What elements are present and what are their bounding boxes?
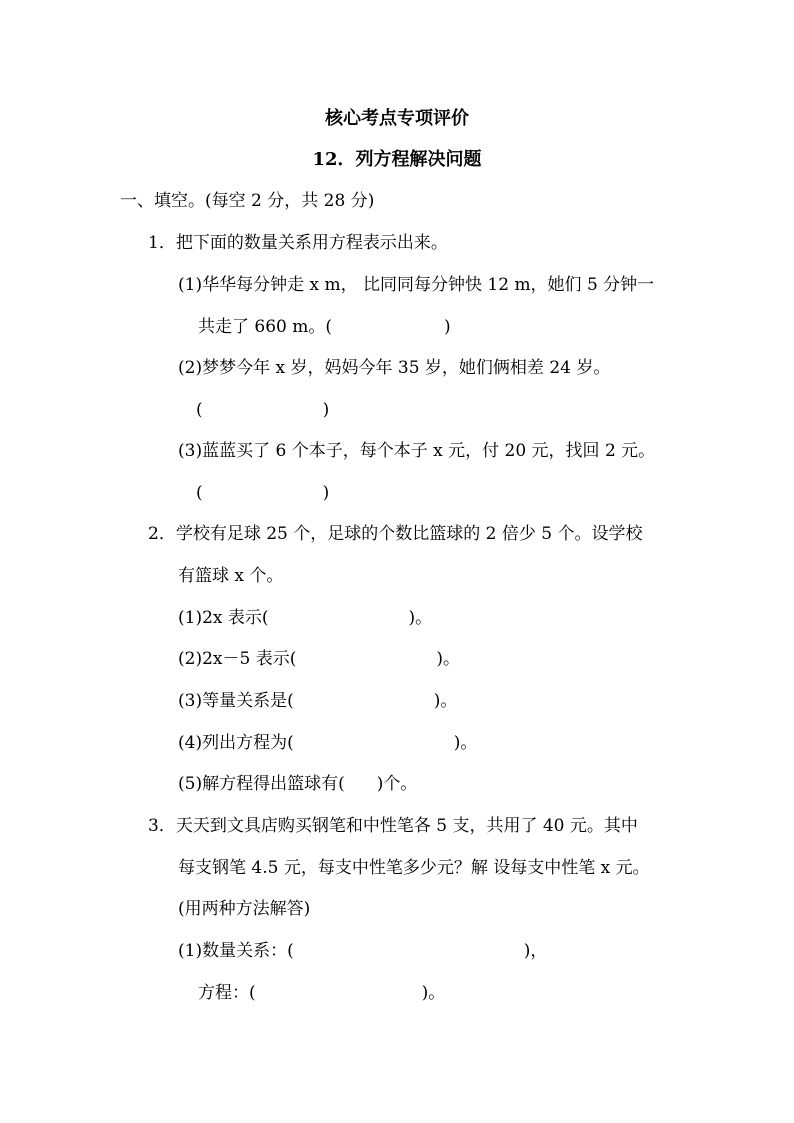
close-paren-comma: )， xyxy=(523,941,548,961)
q1-part3-line1: (3)蓝蓝买了 6 个本子，每个本子 x 元，付 20 元，找回 2 元。 xyxy=(178,441,656,461)
close-paren-period: )。 xyxy=(408,608,433,628)
close-paren: ) xyxy=(444,317,451,337)
page-subtitle: 12．列方程解决问题 xyxy=(312,149,482,170)
q3-part1-text: (1)数量关系：( xyxy=(178,941,294,961)
q2-stem-line1: 2．学校有足球 25 个，足球的个数比篮球的 2 倍少 5 个。设学校 xyxy=(148,524,643,544)
q2-part1-text: (1)2x 表示( xyxy=(178,608,269,628)
q3-stem-line1: 3．天天到文具店购买钢笔和中性笔各 5 支，共用了 40 元。其中 xyxy=(148,816,638,836)
q1-part1-line2 xyxy=(198,317,451,337)
q2-part2 xyxy=(178,649,460,669)
q2-stem-line2: 有篮球 x 个。 xyxy=(178,566,284,586)
q3-stem-line2: 每支钢笔 4.5 元，每支中性笔多少元？解 设每支中性笔 x 元。 xyxy=(178,858,650,878)
q3-stem-line3: (用两种方法解答) xyxy=(178,899,311,919)
close-paren-period: )。 xyxy=(436,649,460,669)
page-title: 核心考点专项评价 xyxy=(325,108,469,129)
q2-part2-text: (2)2x－5 表示( xyxy=(178,649,297,669)
close-paren-period: )。 xyxy=(453,733,478,753)
q1-part1-text: 共走了 660 m。( xyxy=(198,317,333,337)
q2-part3 xyxy=(178,691,457,711)
close-paren-period: )。 xyxy=(433,691,458,711)
q2-part1 xyxy=(178,608,432,628)
q1-stem: 1．把下面的数量关系用方程表示出来。 xyxy=(148,233,448,253)
q1-part2-line1: (2)梦梦今年 x 岁，妈妈今年 35 岁，她们俩相差 24 岁。 xyxy=(178,358,611,378)
q2-part5-text: (5)解方程得出篮球有( xyxy=(178,774,345,794)
q2-part4 xyxy=(178,733,477,753)
open-paren: ( xyxy=(196,483,203,503)
q2-part3-text: (3)等量关系是( xyxy=(178,691,294,711)
q1-part2-answer xyxy=(196,400,329,420)
q1-part3-answer xyxy=(196,483,329,503)
q3-equation-text: 方程：( xyxy=(198,983,256,1003)
q2-part5 xyxy=(178,774,417,794)
close-paren-period: )。 xyxy=(421,983,446,1003)
open-paren: ( xyxy=(196,400,203,420)
close-paren: ) xyxy=(322,400,330,420)
q1-part1-line1: (1)华华每分钟走 x m， 比同同每分钟快 12 m，她们 5 分钟一 xyxy=(178,275,655,295)
q2-part5-suffix: )个。 xyxy=(376,774,418,794)
close-paren: ) xyxy=(322,483,330,503)
q3-part1-equation xyxy=(198,983,445,1003)
q3-part1-relation xyxy=(178,941,547,961)
section-heading: 一、填空。(每空 2 分，共 28 分) xyxy=(120,191,375,211)
q2-part4-text: (4)列出方程为( xyxy=(178,733,294,753)
